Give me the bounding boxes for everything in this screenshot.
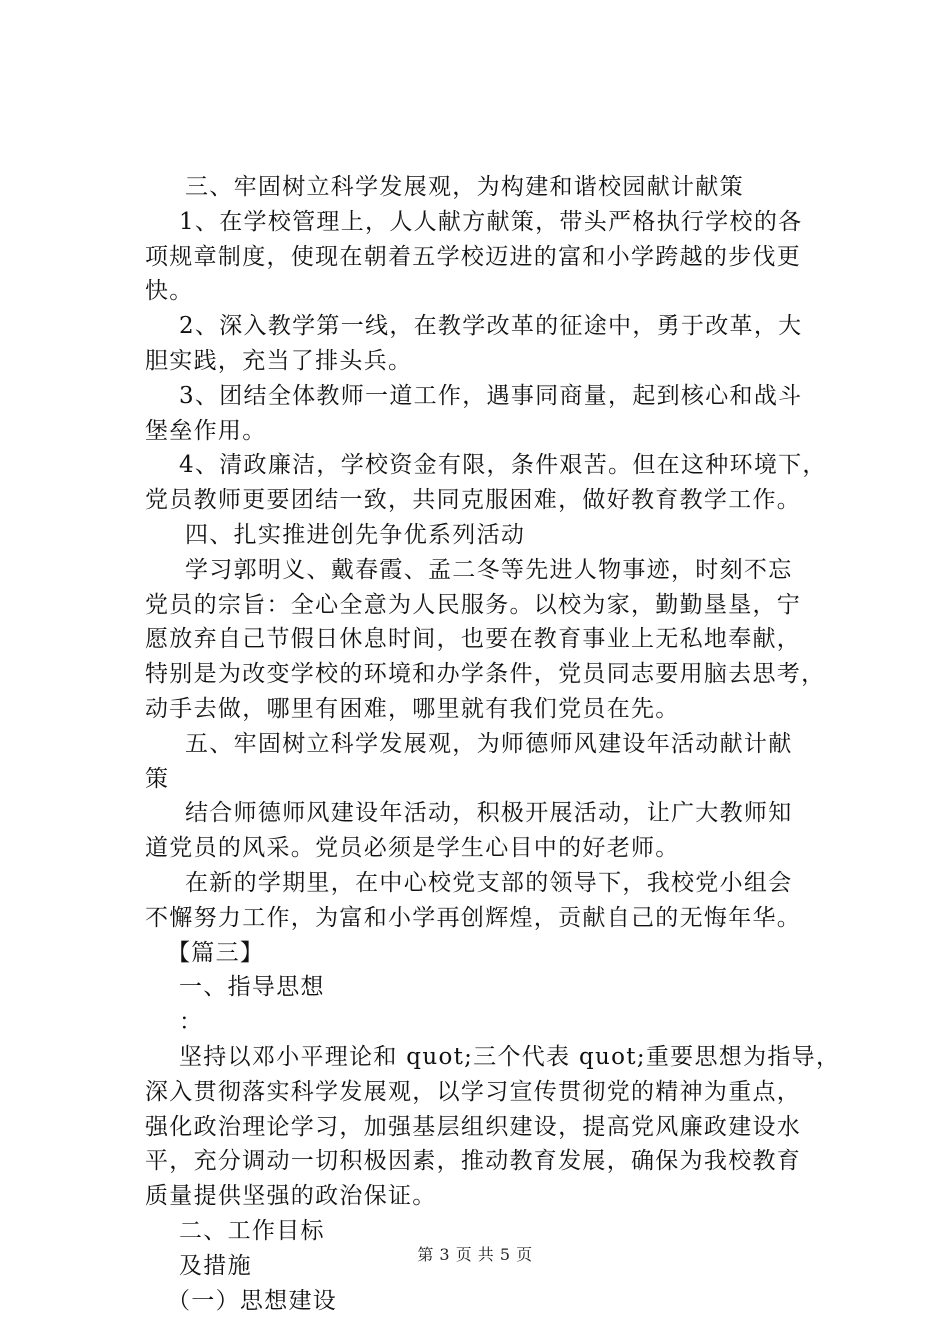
paragraph-line: 强化政治理论学习，加强基层组织建设，提高党风廉政建设水	[145, 1113, 802, 1140]
paragraph-line: 平，充分调动一切积极因素，推动教育发展，确保为我校教育	[145, 1148, 802, 1175]
paragraph-line: 深入贯彻落实科学发展观，以学习宣传贯彻党的精神为重点，	[145, 1078, 802, 1105]
paragraph-line: 结合师德师风建设年活动，积极开展活动，让广大教师知	[185, 800, 793, 827]
paragraph-line: 3、团结全体教师一道工作，遇事同商量，起到核心和战斗	[179, 382, 803, 409]
paragraph-line: 特别是为改变学校的环境和办学条件，党员同志要用脑去思考，	[145, 661, 826, 688]
subsection-heading: （一）思想建设	[167, 1287, 338, 1314]
section-heading-4: 四、扎实推进创先争优系列活动	[185, 521, 526, 548]
section-heading-3: 三、牢固树立科学发展观，为构建和谐校园献计献策	[185, 174, 744, 200]
section-heading-goals: 二、工作目标	[179, 1217, 325, 1244]
paragraph-line: 党员的宗旨：全心全意为人民服务。以校为家，勤勤垦垦，宁	[145, 591, 802, 618]
paragraph-line: 动手去做，哪里有困难，哪里就有我们党员在先。	[145, 695, 680, 722]
paragraph-line: 愿放弃自己节假日休息时间，也要在教育事业上无私地奉献，	[145, 626, 802, 653]
paragraph-line: 党员教师更要团结一致，共同克服困难，做好教育教学工作。	[145, 487, 802, 514]
paragraph-line: ：	[179, 1009, 204, 1036]
paragraph-line: 项规章制度，使现在朝着五学校迈进的富和小学跨越的步伐更	[145, 243, 802, 270]
part-heading: 【篇三】	[167, 939, 265, 966]
document-body	[145, 170, 845, 1318]
paragraph-line: 堡垒作用。	[145, 417, 267, 444]
paragraph-line: 道党员的风采。党员必须是学生心目中的好老师。	[145, 835, 680, 862]
paragraph-line: 质量提供坚强的政治保证。	[145, 1183, 437, 1210]
paragraph-line: 及措施	[179, 1252, 252, 1279]
paragraph-line: 学习郭明义、戴春霞、孟二冬等先进人物事迹，时刻不忘	[185, 556, 793, 583]
paragraph-line: 在新的学期里，在中心校党支部的领导下，我校党小组会	[185, 869, 793, 896]
paragraph-line: 2、深入教学第一线，在教学改革的征途中，勇于改革，大	[179, 313, 803, 340]
section-heading-guiding: 一、指导思想	[179, 974, 325, 1001]
paragraph-line: 胆实践，充当了排头兵。	[145, 347, 413, 374]
paragraph-line: 快。	[145, 278, 194, 305]
paragraph-line: 4、清政廉洁，学校资金有限，条件艰苦。但在这种环境下，	[179, 452, 827, 479]
paragraph-line: 策	[145, 765, 170, 792]
paragraph-line: 坚持以邓小平理论和 quot;三个代表 quot;重要思想为指导，	[179, 1043, 841, 1070]
paragraph-line: 不懈努力工作，为富和小学再创辉煌，贡献自己的无悔年华。	[145, 904, 802, 931]
paragraph-line: 1、在学校管理上，人人献方献策，带头严格执行学校的各	[179, 208, 803, 235]
section-heading-5: 五、牢固树立科学发展观，为师德师风建设年活动献计献	[185, 730, 793, 757]
page-number-footer: 第 3 页 共 5 页	[417, 1245, 533, 1264]
